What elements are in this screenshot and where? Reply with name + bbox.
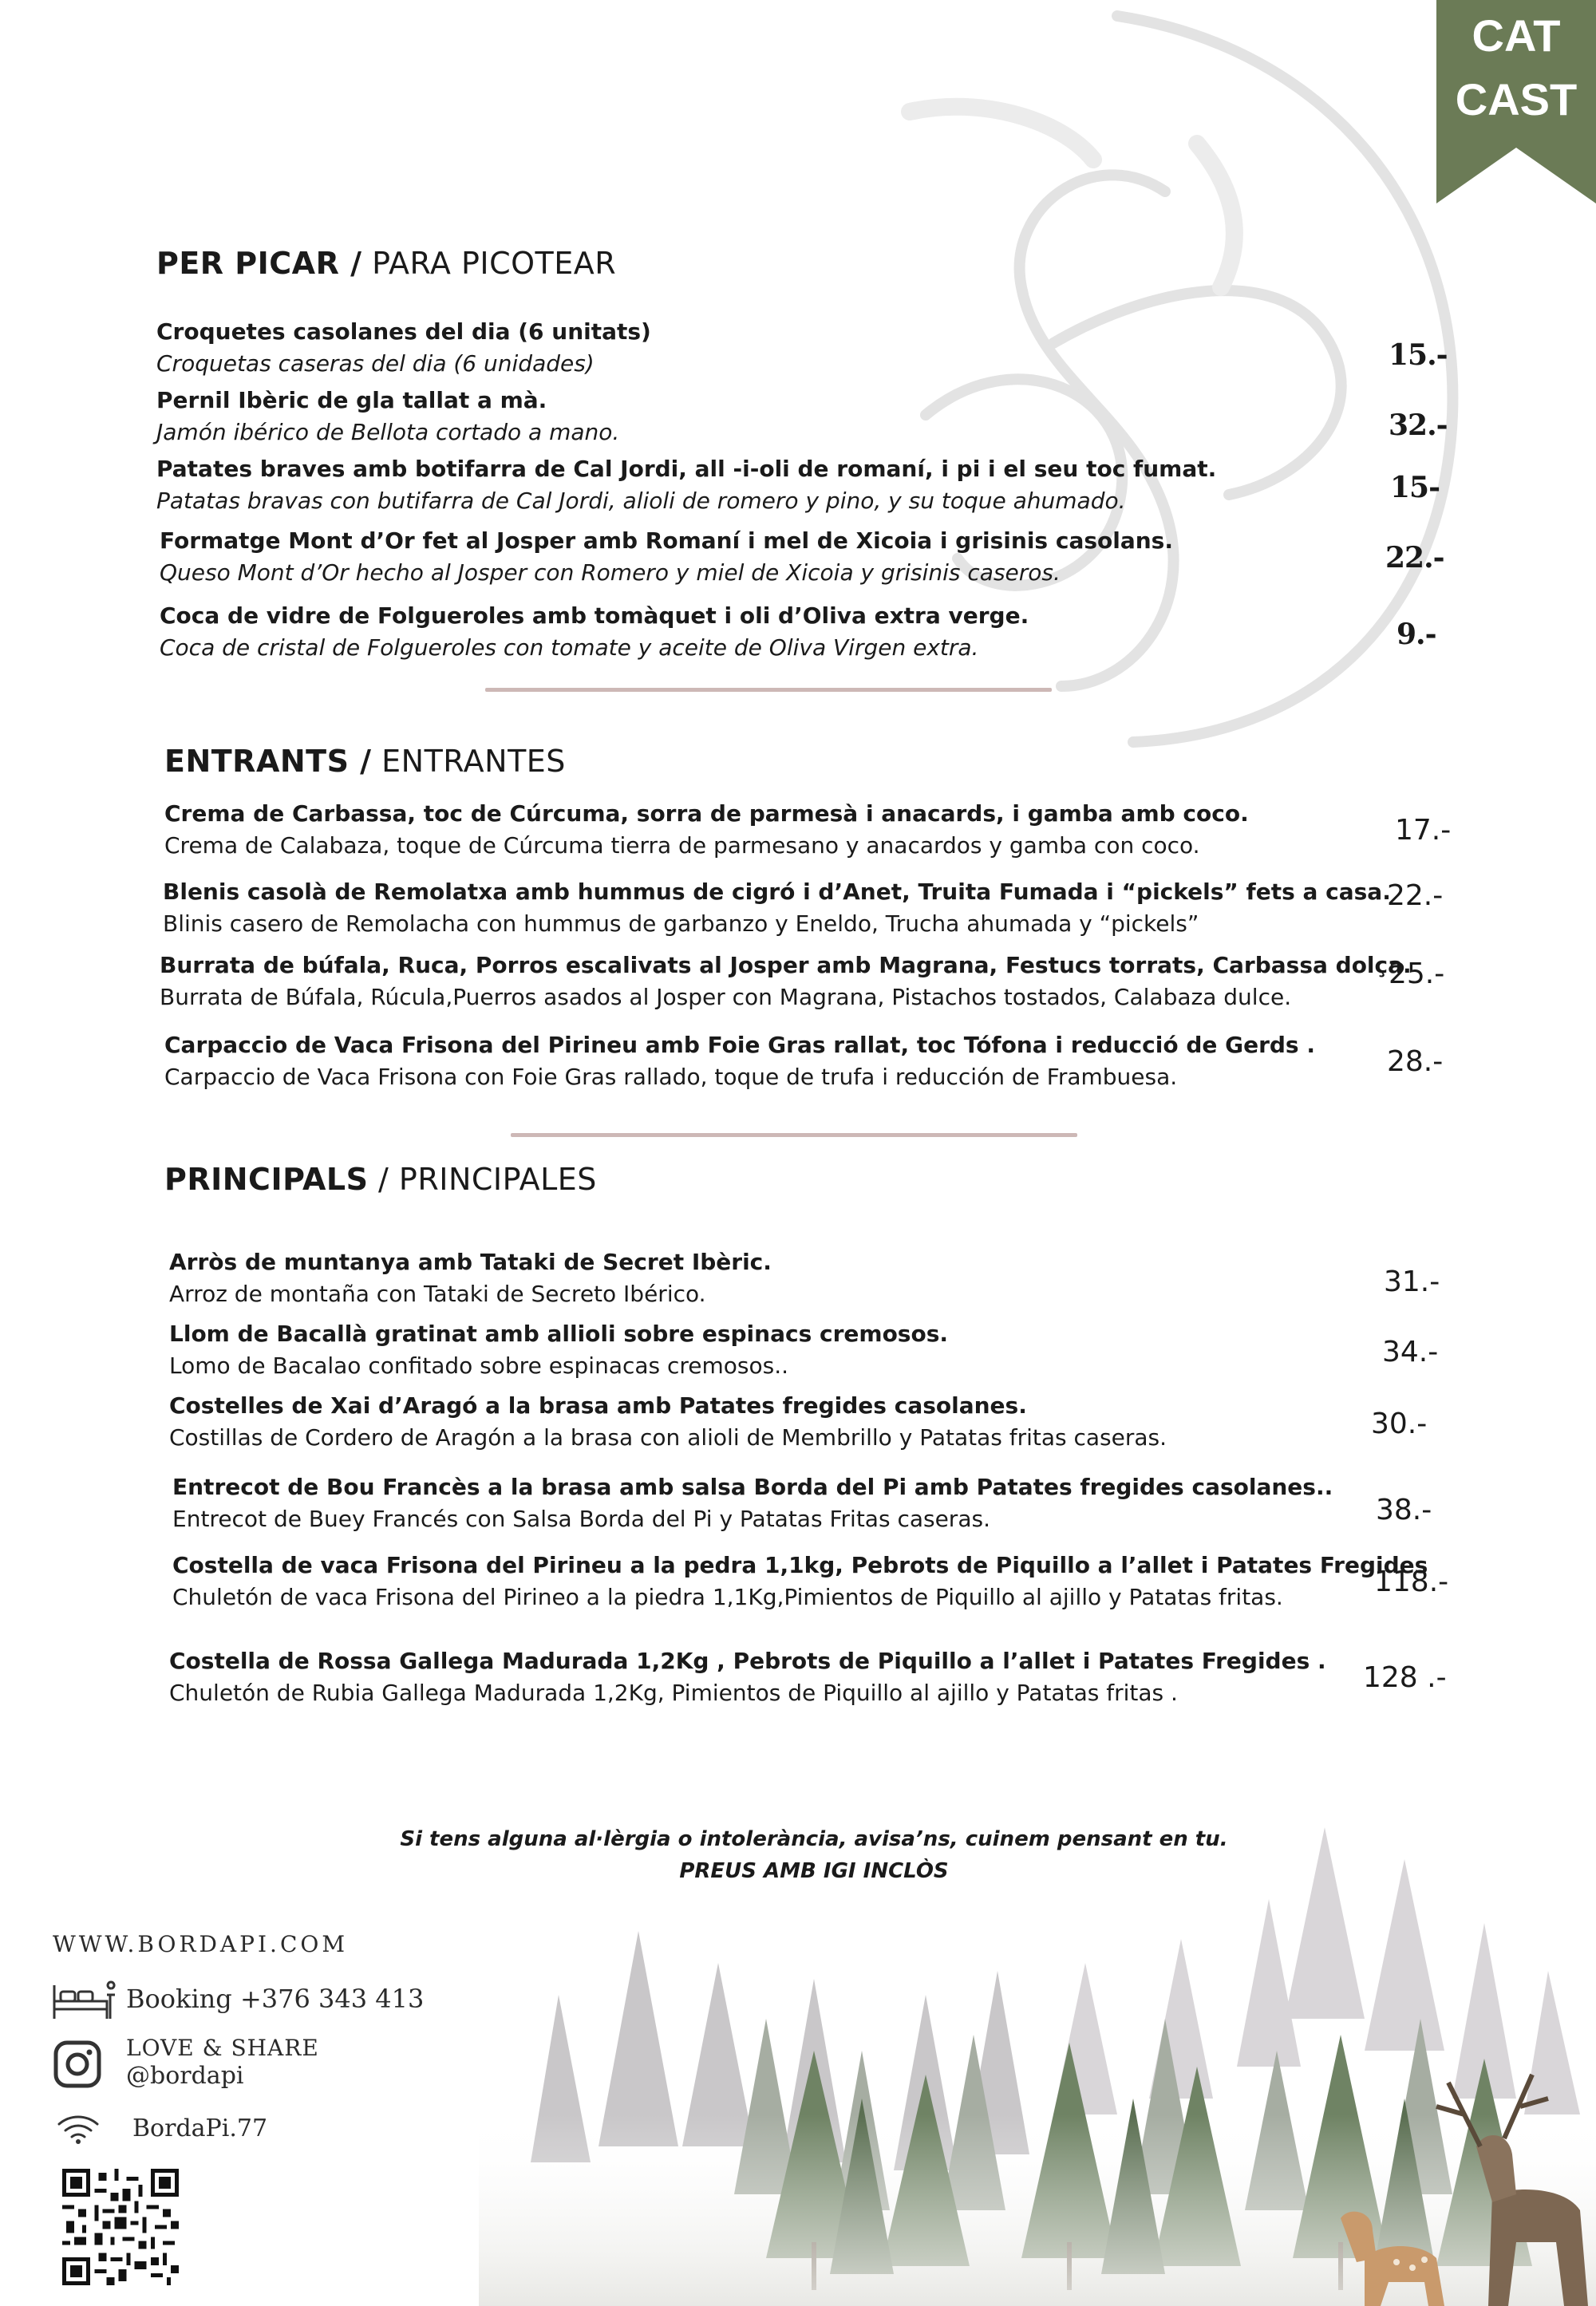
item-description: Entrecot de Buey Francés con Salsa Borda del Pi y Patatas Fritas caseras. bbox=[172, 1506, 990, 1532]
item-description: Jamón ibérico de Bellota cortado a mano. bbox=[156, 419, 620, 445]
item-name: Formatge Mont d’Or fet al Josper amb Romaní i mel de Xicoia i grisinis casolans. bbox=[160, 527, 1173, 554]
menu-item bbox=[172, 1550, 1428, 1613]
item-name: Costella de vaca Frisona del Pirineu a la pedra 1,1kg, Pebrots de Piquillo a l’allet i Patates Fregides bbox=[172, 1552, 1428, 1578]
social-tagline: LOVE & SHARE bbox=[126, 2035, 319, 2061]
wifi-icon bbox=[56, 2113, 101, 2145]
item-description: Lomo de Bacalao confitado sobre espinacas cremosos.. bbox=[169, 1352, 789, 1379]
menu-item bbox=[156, 453, 1216, 517]
menu-item bbox=[169, 1645, 1326, 1709]
booking-phone[interactable]: +376 343 413 bbox=[239, 1984, 425, 2014]
section-title-per-picar: PER PICAR / PARA PICOTEAR bbox=[156, 246, 617, 281]
booking-label: Booking bbox=[126, 1984, 232, 2014]
menu-item bbox=[156, 316, 651, 380]
item-price: 128 .- bbox=[1363, 1661, 1447, 1694]
item-name: Entrecot de Bou Francès a la brasa amb salsa Borda del Pi amb Patates fregides casolanes.. bbox=[172, 1474, 1333, 1500]
website-link[interactable]: WWW.BORDAPI.COM bbox=[53, 1931, 348, 1957]
section-divider bbox=[485, 688, 1052, 692]
item-price: 15- bbox=[1390, 471, 1440, 504]
booking-line[interactable] bbox=[126, 1984, 424, 2014]
menu-item bbox=[172, 1471, 1333, 1535]
item-price: 38.- bbox=[1376, 1494, 1432, 1526]
item-price: 30.- bbox=[1371, 1408, 1428, 1440]
item-price: 17.- bbox=[1395, 814, 1452, 847]
item-price: 15.- bbox=[1389, 338, 1448, 372]
item-description: Queso Mont d’Or hecho al Josper con Romero y miel de Xicoia y grisinis caseros. bbox=[160, 559, 1061, 586]
menu-item bbox=[169, 1318, 948, 1382]
item-description: Burrata de Búfala, Rúcula,Puerros asados al Josper con Magrana, Pistachos tostados, Calabaza dulce. bbox=[160, 984, 1292, 1010]
menu-item bbox=[160, 600, 1029, 664]
menu-item bbox=[160, 525, 1173, 589]
item-name: Arròs de muntanya amb Tataki de Secret Ibèric. bbox=[169, 1249, 772, 1275]
item-price: 28.- bbox=[1387, 1045, 1444, 1078]
item-name: Llom de Bacallà gratinat amb allioli sobre espinacs cremosos. bbox=[169, 1321, 949, 1347]
item-name: Coca de vidre de Folgueroles amb tomàquet i oli d’Oliva extra verge. bbox=[160, 602, 1029, 629]
item-name: Croquetes casolanes del dia (6 unitats) bbox=[156, 318, 651, 345]
item-name: Crema de Carbassa, toc de Cúrcuma, sorra de parmesà i anacards, i gamba amb coco. bbox=[164, 800, 1249, 827]
allergy-notice: Si tens alguna al·lèrgia o intolerància, avisa’ns, cuinem pensant en tu. bbox=[400, 1827, 1228, 1851]
language-cat[interactable]: CAT bbox=[1472, 10, 1561, 61]
item-description: Costillas de Cordero de Aragón a la brasa con alioli de Membrillo y Patatas fritas caseras. bbox=[169, 1424, 1167, 1451]
menu-item bbox=[156, 385, 619, 448]
item-price: 34.- bbox=[1382, 1336, 1439, 1368]
language-cast[interactable]: CAST bbox=[1455, 74, 1578, 124]
instagram-icon[interactable] bbox=[53, 2039, 102, 2089]
language-tab[interactable] bbox=[1436, 0, 1596, 203]
item-description: Carpaccio de Vaca Frisona con Foie Gras rallado, toque de trufa i reducción de Frambuesa. bbox=[164, 1064, 1178, 1090]
item-name: Costelles de Xai d’Aragó a la brasa amb Patates fregides casolanes. bbox=[169, 1392, 1027, 1419]
item-description: Croquetas caseras del dia (6 unidades) bbox=[156, 350, 595, 377]
item-price: 31.- bbox=[1384, 1266, 1440, 1298]
menu-item bbox=[169, 1390, 1167, 1454]
menu-item bbox=[160, 950, 1412, 1013]
item-price: 32.- bbox=[1389, 409, 1448, 442]
item-price: 25.- bbox=[1389, 958, 1445, 990]
wifi-name: BordaPi.77 bbox=[132, 2114, 268, 2142]
item-description: Chuletón de vaca Frisona del Pirineo a la piedra 1,1Kg,Pimientos de Piquillo al ajillo y Patatas fritas. bbox=[172, 1584, 1283, 1610]
menu-item bbox=[164, 798, 1249, 862]
section-divider bbox=[511, 1133, 1077, 1137]
item-name: Burrata de búfala, Ruca, Porros escalivats al Josper amb Magrana, Festucs torrats, Carbassa dolça. bbox=[160, 952, 1412, 978]
item-price: 22.- bbox=[1387, 879, 1444, 912]
item-description: Chuletón de Rubia Gallega Madurada 1,2Kg, Pimientos de Piquillo al ajillo y Patatas fritas . bbox=[169, 1680, 1178, 1706]
menu-item bbox=[163, 876, 1391, 940]
item-name: Blenis casolà de Remolatxa amb hummus de cigró i d’Anet, Truita Fumada i “pickels” fets a casa. bbox=[163, 879, 1391, 905]
item-description: Blinis casero de Remolacha con hummus de garbanzo y Eneldo, Trucha ahumada y “pickels” bbox=[163, 910, 1199, 937]
menu-item bbox=[169, 1246, 772, 1310]
item-name: Costella de Rossa Gallega Madurada 1,2Kg , Pebrots de Piquillo a l’allet i Patates Fregides . bbox=[169, 1648, 1326, 1674]
item-name: Carpaccio de Vaca Frisona del Pirineu amb Foie Gras rallat, toc Tófona i reducció de Gerds . bbox=[164, 1032, 1315, 1058]
item-description: Patatas bravas con butifarra de Cal Jordi, alioli de romero y pino, y su toque ahumado. bbox=[156, 488, 1126, 514]
item-description: Crema de Calabaza, toque de Cúrcuma tierra de parmesano y anacardos y gamba con coco. bbox=[164, 832, 1200, 859]
item-price: 9.- bbox=[1396, 618, 1436, 651]
item-name: Patates braves amb botifarra de Cal Jordi, all -i-oli de romaní, i pi i el seu toc fumat. bbox=[156, 456, 1217, 482]
forest-illustration bbox=[479, 1811, 1596, 2306]
item-description: Coca de cristal de Folgueroles con tomate y aceite de Oliva Virgen extra. bbox=[160, 634, 979, 661]
item-price: 118.- bbox=[1374, 1566, 1449, 1598]
social-handle[interactable]: @bordapi bbox=[126, 2062, 244, 2090]
section-title-entrants: ENTRANTS / ENTRANTES bbox=[164, 744, 566, 779]
item-name: Pernil Ibèric de gla tallat a mà. bbox=[156, 387, 547, 413]
qr-code[interactable] bbox=[62, 2169, 179, 2285]
item-description: Arroz de montaña con Tataki de Secreto Ibérico. bbox=[169, 1281, 706, 1307]
item-price: 22.- bbox=[1385, 541, 1444, 575]
section-title-principals: PRINCIPALS / PRINCIPALES bbox=[164, 1162, 597, 1197]
menu-item bbox=[164, 1029, 1315, 1093]
bed-icon bbox=[51, 1977, 118, 2022]
tax-notice: PREUS AMB IGI INCLÒS bbox=[679, 1859, 949, 1883]
